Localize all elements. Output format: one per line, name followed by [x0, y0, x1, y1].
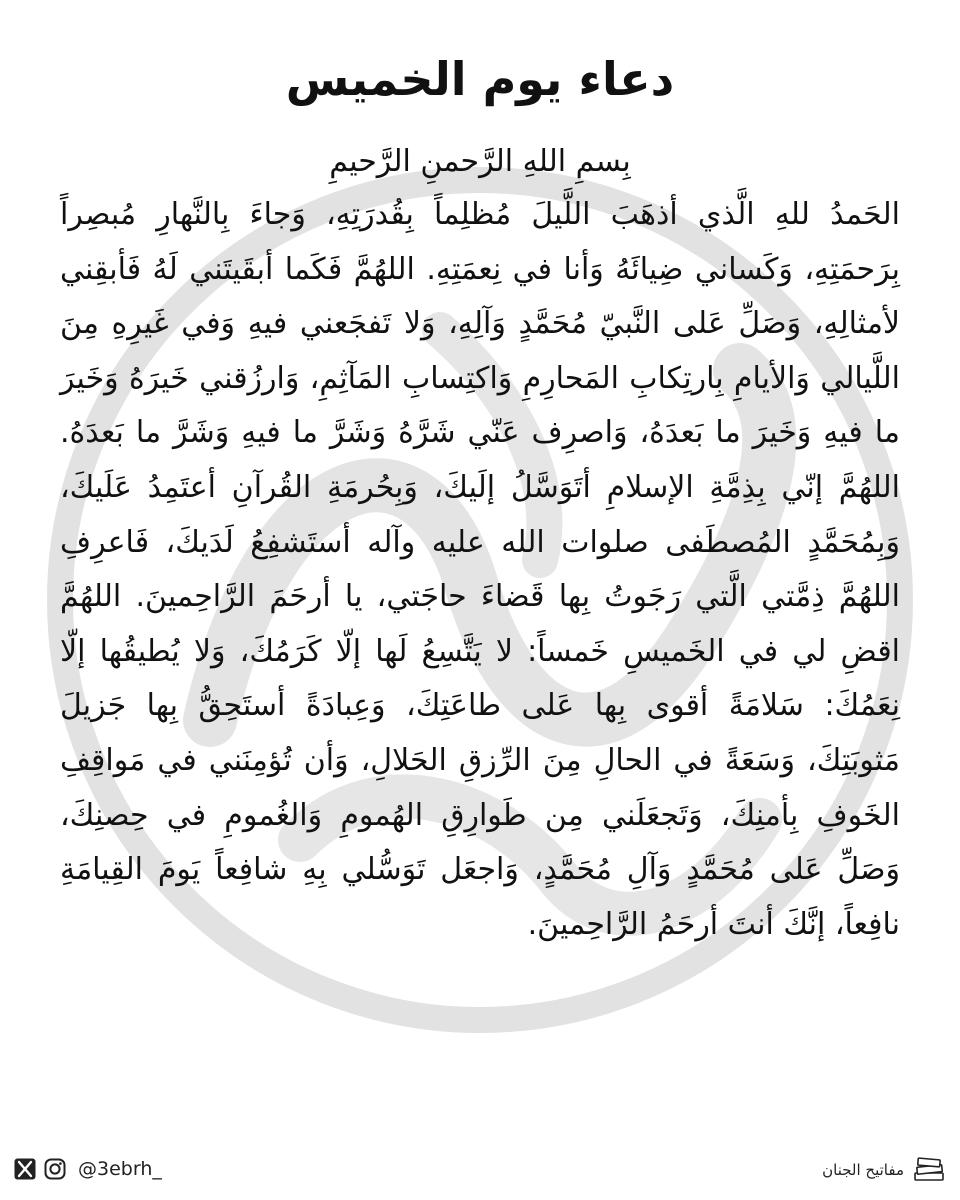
instagram-icon	[44, 1158, 66, 1180]
book-stack-icon	[912, 1155, 946, 1185]
social-handle: @3ebrh_	[78, 1158, 162, 1180]
basmala: بِسمِ اللهِ الرَّحمنِ الرَّحيمِ	[329, 144, 631, 179]
prayer-text: الحَمدُ للهِ الَّذي أذهَبَ اللَّيلَ مُظلِماً بِقُدرَتِهِ، وَجاءَ بِالنَّهارِ مُبصِراً بِرَحمَتِهِ، وَكَساني ضِيائَهُ وَأنا في نِعمَتِهِ. اللهُمَّ فَكَما أبقَيتَني لَهُ فَأبقِني لأمثالِهِ، وَصَلِّ عَلى النَّبيّ مُحَمَّدٍ وَآلِهِ، وَلا تَفجَعني فيهِ وَفي غَيرِهِ مِنَ اللَّيالي وَالأيامِ بِارتِكابِ المَحارِمِ وَاكتِسابِ المَآثِمِ، وَارزُقني خَيرَهُ وَخَيرَ ما فيهِ وَخَيرَ ما بَعدَهُ، وَاصرِف عَنّي شَرَّهُ وَشَرَّ ما فيهِ وَشَرَّ ما بَعدَهُ. اللهُمَّ إنّي بِذِمَّةِ الإسلامِ أتَوَسَّلُ إلَيكَ، وَبِحُرمَةِ القُرآنِ أعتَمِدُ عَلَيكَ، وَبِمُحَمَّدٍ المُصطَفى صلوات الله عليه وآله أستَشفِعُ لَدَيكَ، فَاعرِفِ اللهُمَّ ذِمَّتي الَّتي رَجَوتُ بِها قَضاءَ حاجَتي، يا أرحَمَ الرَّاحِمينَ. اللهُمَّ اقضِ لي في الخَميسِ خَمساً: لا يَتَّسِعُ لَها إلّا كَرَمُكَ، وَلا يُطيقُها إلّا نِعَمُكَ: سَلامَةً أقوى بِها عَلى طاعَتِكَ، وَعِبادَةً أستَحِقُّ بِها جَزيلَ مَثوبَتِكَ، وَسَعَةً في الحالِ مِنَ الرِّزقِ الحَلالِ، وَأن تُؤمِنَني في مَواقِفِ الخَوفِ بِأمنِكَ، وَتَجعَلَني مِن طَوارِقِ الهُمومِ وَالغُمومِ في حِصنِكَ، وَصَلِّ عَلى مُحَمَّدٍ وَآلِ مُحَمَّدٍ، وَاجعَل تَوَسُّلي بِهِ شافِعاً يَومَ القِيامَةِ نافِعاً، إنَّكَ أنتَ أرحَمُ الرَّاحِمينَ.	[60, 197, 900, 942]
book-credit	[822, 1152, 946, 1188]
book-name: مفاتيح الجنان	[822, 1161, 904, 1179]
social-footer	[14, 1154, 162, 1184]
x-icon	[14, 1158, 36, 1180]
page-title: دعاء يوم الخميس	[285, 52, 675, 106]
